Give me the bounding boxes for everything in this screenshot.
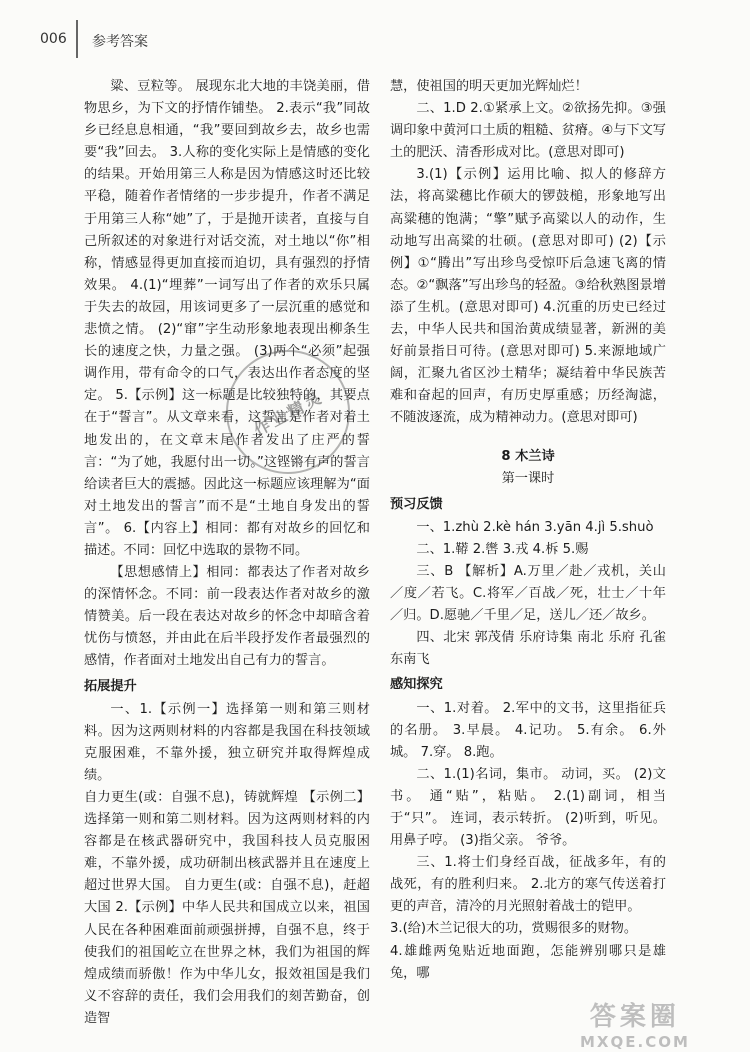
- answer-paragraph: 三、B 【解析】A.万里／赴／戎机，关山／度／若飞。C.将军／百战／死，壮士／十年／归。D.愿驰／千里／足，送儿／还／故乡。: [390, 563, 666, 624]
- answer-paragraph: 3.(1)【示例】运用比喻、拟人的修辞方法，将高粱穗比作硕大的锣鼓槌，形象地写出高粱穗的饱满；“擎”赋予高粱以人的动作，生动地写出高粱的壮硕。(意思对即可) (2)【示例】①“腾出”写出珍鸟受惊吓后急速飞离的情态。②“飘落”写出珍鸟的轻盈。③给秋熟图景增添了生机。(意思对即可) 4.沉重的历史已经过去，中华人民共和国治黄成绩显著，新洲的美好前景指日可待。(意思对即可) 5.来源地域广阔，汇聚九省区沙土精华；凝结着中华民族苦难和奋起的回声，有历史厚重感；历经淘滤，不随波逐流，成为精神动力。(意思对即可): [390, 167, 666, 426]
- header-title: 参考答案: [92, 34, 148, 50]
- page-header: [0, 0, 750, 58]
- answer-paragraph: 二、1.鞯 2.辔 3.戎 4.柝 5.赐: [416, 541, 589, 557]
- answer-paragraph: 【思想感情上】相同：都表达了作者对故乡的深情怀念。不同：前一段表达作者对故乡的激情赞美。后一段在表达对故乡的怀念中却暗含着忧伤与愤怒，并由此在后半段抒发作者最强烈的感情，作者面对土地发出自己有力的誓言。: [84, 565, 370, 669]
- answer-paragraph: 4.雄雌两兔贴近地面跑，怎能辨别哪只是雄兔，哪: [390, 943, 666, 981]
- site-watermark: [580, 996, 690, 1051]
- answer-paragraph: 一、1.对着。 2.军中的文书，这里指征兵的名册。 3.早晨。 4.记功。 5.有余。 6.外城。 7.穿。 8.跑。: [390, 700, 666, 760]
- answer-paragraph: 一、1.zhù 2.kè hán 3.yān 4.jì 5.shuò: [416, 519, 654, 535]
- answer-paragraph: 二、1.(1)名词，集市。 动词，买。 (2)文书。 通“贴”，粘贴。 2.(1)副词，相当于“只”。 连词，表示转折。 (2)听到，听见。用鼻子哼。 (3)指父亲。 爷爷。: [390, 766, 666, 849]
- lesson-subtitle: 第一课时: [501, 470, 555, 486]
- lesson-title: 8 木兰诗: [501, 448, 555, 464]
- watermark-url: MXQE.COM: [580, 1033, 690, 1051]
- stamp-text: 作业精灵: [250, 386, 327, 440]
- section-heading: 拓展提升: [84, 678, 137, 694]
- answer-paragraph: 粱、豆粒等。 展现东北大地的丰饶美丽，借物思乡，为下文的抒情作铺垫。 2.表示“我”同故乡已经息息相通，“我”要回到故乡去，故乡也需要“我”回去。 3.人称的变化实际上是情感的变化的结果。开始用第三人称是因为情感这时还比较平稳，随着作者情绪的一步步提升，作者不满足于用第三人称“她”了，于是抛开读者，直接与自己所叙述的对象进行对话交流，对土地以“你”相称，情感显得更加直接而迫切，具有强烈的抒情效果。 4.(1)“埋葬”一词写出了作者的欢乐只属于失去的故园，用该词更多了一层沉重的感觉和悲愤之情。 (2)“窜”字生动形象地表现出柳条生长的速度之快，力量之强。 (3)两个“必须”起强调作用，带有命令的口气，表达出作者态度的坚定。 5.【示例】这一标题是比较独特的，其要点在于“誓言”。从文章来看，这誓言是作者对着土地发出的，在文章末尾作者发出了庄严的誓言：“为了她，我愿付出一切。”这铿锵有声的誓言给读者巨大的震撼。因此这一标题应该理解为“面对土地发出的誓言”而不是“土地自身发出的誓言”。 6.【内容上】相同：都有对故乡的回忆和描述。不同：回忆中选取的景物不同。: [84, 79, 370, 558]
- answer-paragraph: 二、1.D 2.①紧承上文。②欲扬先抑。③强调印象中黄河口土质的粗糙、贫瘠。④与下文写土的肥沃、清香形成对比。(意思对即可): [390, 101, 666, 161]
- answer-paragraph: 三、1.将士们身经百战，征战多年，有的战死，有的胜利归来。 2.北方的寒气传送着打更的声音，清冷的月光照射着战士的铠甲。: [390, 855, 666, 915]
- page-number: 006: [40, 31, 67, 47]
- section-heading: 预习反馈: [390, 496, 443, 512]
- answer-paragraph: 一、1.【示例一】选择第一则和第三则材料。因为这两则材料的内容都是我国在科技领域克服困难，不靠外援，独立研究并取得辉煌成绩。: [84, 701, 370, 783]
- watermark-logo-text: 答案圈: [589, 1002, 680, 1032]
- answer-paragraph: 慧，使祖国的明天更加光辉灿烂！: [390, 79, 588, 94]
- section-heading: 感知探究: [390, 677, 443, 693]
- header-divider: [76, 20, 78, 58]
- right-column: [390, 76, 666, 985]
- answer-paragraph: 自力更生(或：自强不息)，铸就辉煌 【示例二】选择第一则和第二则材料。因为这两则材料的内容都是在核武器研究中，我国科技人员克服困难，不靠外援，成功研制出核武器并且在速度上超过世界大国。 自力更生(或：自强不息)，赶超大国 2.【示例】中华人民共和国成立以来，祖国人民在各种困难面前顽强拼搏，自强不息，终于使我们的祖国屹立在世界之林，我们为祖国的辉煌成绩而骄傲！作为中华儿女，报效祖国是我们义不容辞的责任，我们会用我们的刻苦勤奋，创造智: [84, 790, 370, 1026]
- left-column: [84, 76, 370, 1030]
- answer-paragraph: 3.(给)木兰记很大的功，赏赐很多的财物。: [390, 921, 638, 937]
- answer-paragraph: 四、北宋 郭茂倩 乐府诗集 南北 乐府 孔雀东南飞: [390, 630, 666, 668]
